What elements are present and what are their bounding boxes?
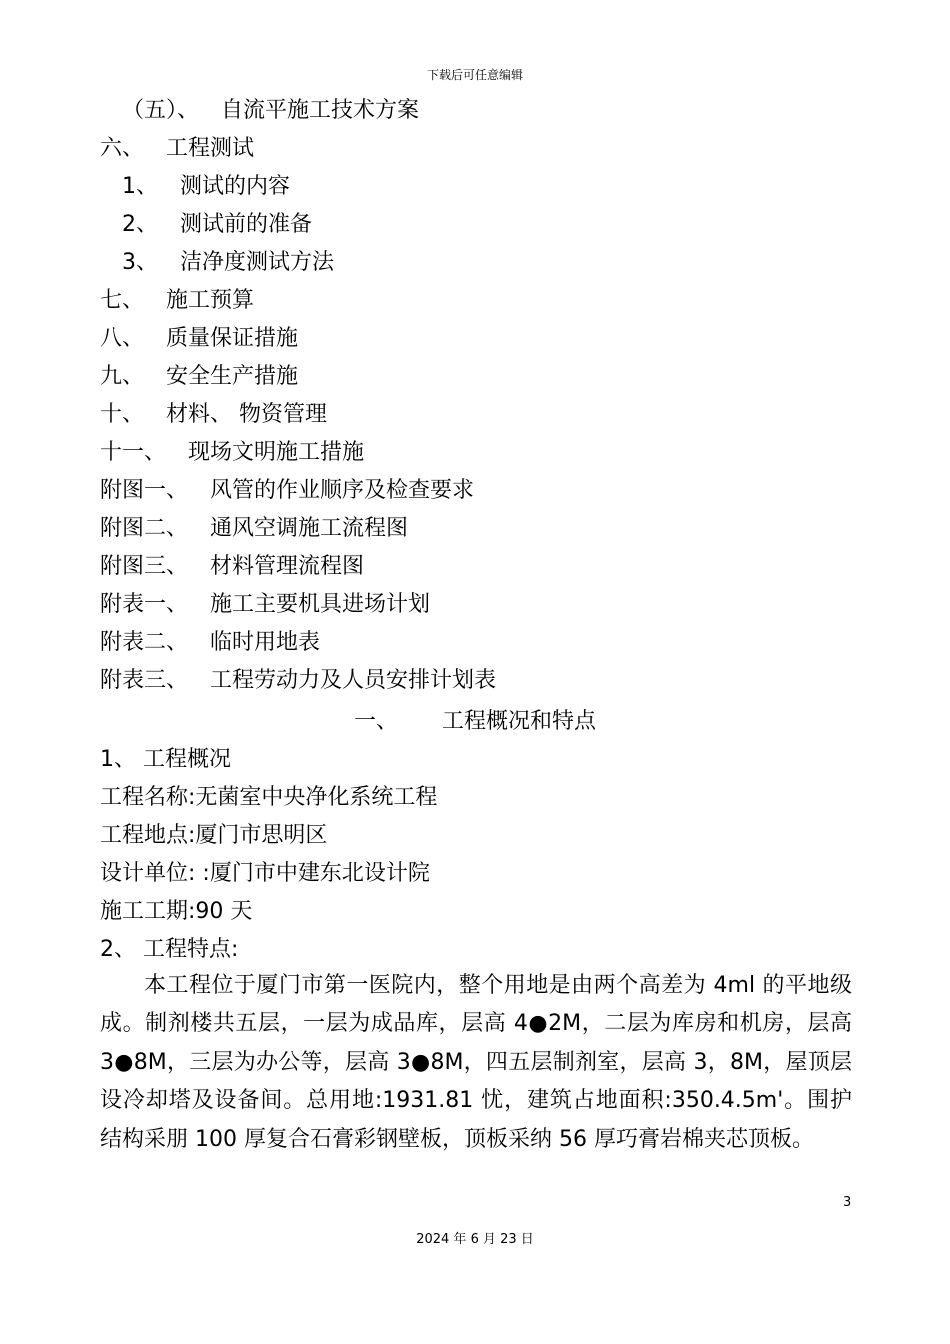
toc-item-number: 附图三、 [100, 554, 189, 579]
toc-item [100, 662, 496, 700]
toc-item-text: 施工主要机具进场计划 [210, 592, 431, 617]
section-title-text: 工程概况和特点 [442, 709, 597, 734]
toc-item-text: 工程测试 [166, 136, 255, 161]
toc-item [100, 130, 254, 168]
toc-item-text: 质量保证措施 [166, 326, 299, 351]
toc-item-text: 自流平施工技术方案 [221, 98, 420, 123]
toc-item-text: 风管的作业顺序及检查要求 [210, 478, 475, 503]
construction-period: 施工工期:90 天 [100, 899, 253, 924]
toc-item-number: 附图一、 [100, 478, 189, 503]
toc-item [122, 92, 419, 130]
toc-item-number: 附表二、 [100, 630, 189, 655]
project-name: 工程名称:无菌室中央净化系统工程 [100, 785, 438, 810]
page-number: 3 [843, 1195, 852, 1210]
toc-item-number: 1、 [122, 174, 158, 199]
toc-item-number: 六、 [100, 136, 145, 161]
features-heading: 2、 工程特点: [100, 937, 239, 962]
toc-item-text: 材料管理流程图 [210, 554, 365, 579]
toc-item [100, 624, 320, 662]
toc-item [100, 434, 364, 472]
toc-item-number: 九、 [100, 364, 145, 389]
toc-item [100, 548, 364, 586]
toc-item-number: 十、 [100, 402, 145, 427]
toc-item-number: （五）、 [122, 98, 200, 123]
toc-item [100, 282, 254, 320]
toc-item-number: 八、 [100, 326, 145, 351]
toc-item-text: 测试的内容 [180, 174, 291, 199]
toc-item-text: 工程劳动力及人员安排计划表 [210, 668, 497, 693]
section-number: 一、 [353, 709, 398, 734]
toc-item [100, 358, 298, 396]
toc-item-number: 附表一、 [100, 592, 189, 617]
toc-item [100, 510, 408, 548]
overview-heading: 1、 工程概况 [100, 747, 231, 772]
toc-item-text: 测试前的准备 [180, 212, 313, 237]
features-paragraph: 本工程位于厦门市第一医院内，整个用地是由两个高差为 4ml 的平地级成。制剂楼共五层，一层为成品库，层高 4●2M，二层为库房和机房，层高 3●8M，三层为办公等，层高 3●8M，四五层制剂室，层高 3，8M，屋顶层设冷却塔及设备间。总用地:1931.81 忧，建筑占地面积:350.4.5m'。围护结构采朋 100 厚复合石膏彩钢壁板，顶板采纳 56 厚巧膏岩棉夹芯顶板。 [100, 973, 852, 1152]
toc-item-text: 材料、 物资管理 [166, 402, 328, 427]
page-footer-date: 2024 年 6 月 23 日 [416, 1232, 534, 1247]
toc-item [122, 244, 334, 282]
toc-item-text: 施工预算 [166, 288, 255, 313]
page-header: 下载后可任意编辑 [426, 68, 523, 82]
toc-item-number: 七、 [100, 288, 145, 313]
toc-item-number: 2、 [122, 212, 158, 237]
toc-item-number: 十一、 [100, 440, 167, 465]
toc-item-text: 洁净度测试方法 [180, 250, 335, 275]
toc-item-number: 附图二、 [100, 516, 189, 541]
section-heading [0, 703, 950, 741]
toc-item-number: 附表三、 [100, 668, 189, 693]
toc-item [100, 472, 474, 510]
toc-item-number: 3、 [122, 250, 158, 275]
toc-item [100, 396, 327, 434]
project-location: 工程地点:厦门市思明区 [100, 823, 328, 848]
toc-item [122, 206, 312, 244]
toc-item [122, 168, 290, 206]
toc-item-text: 现场文明施工措施 [188, 440, 365, 465]
toc-item-text: 通风空调施工流程图 [210, 516, 409, 541]
toc-item-text: 临时用地表 [210, 630, 321, 655]
toc-item [100, 320, 298, 358]
design-unit: 设计单位: :厦门市中建东北设计院 [100, 861, 430, 886]
toc-item [100, 586, 430, 624]
toc-item-text: 安全生产措施 [166, 364, 299, 389]
